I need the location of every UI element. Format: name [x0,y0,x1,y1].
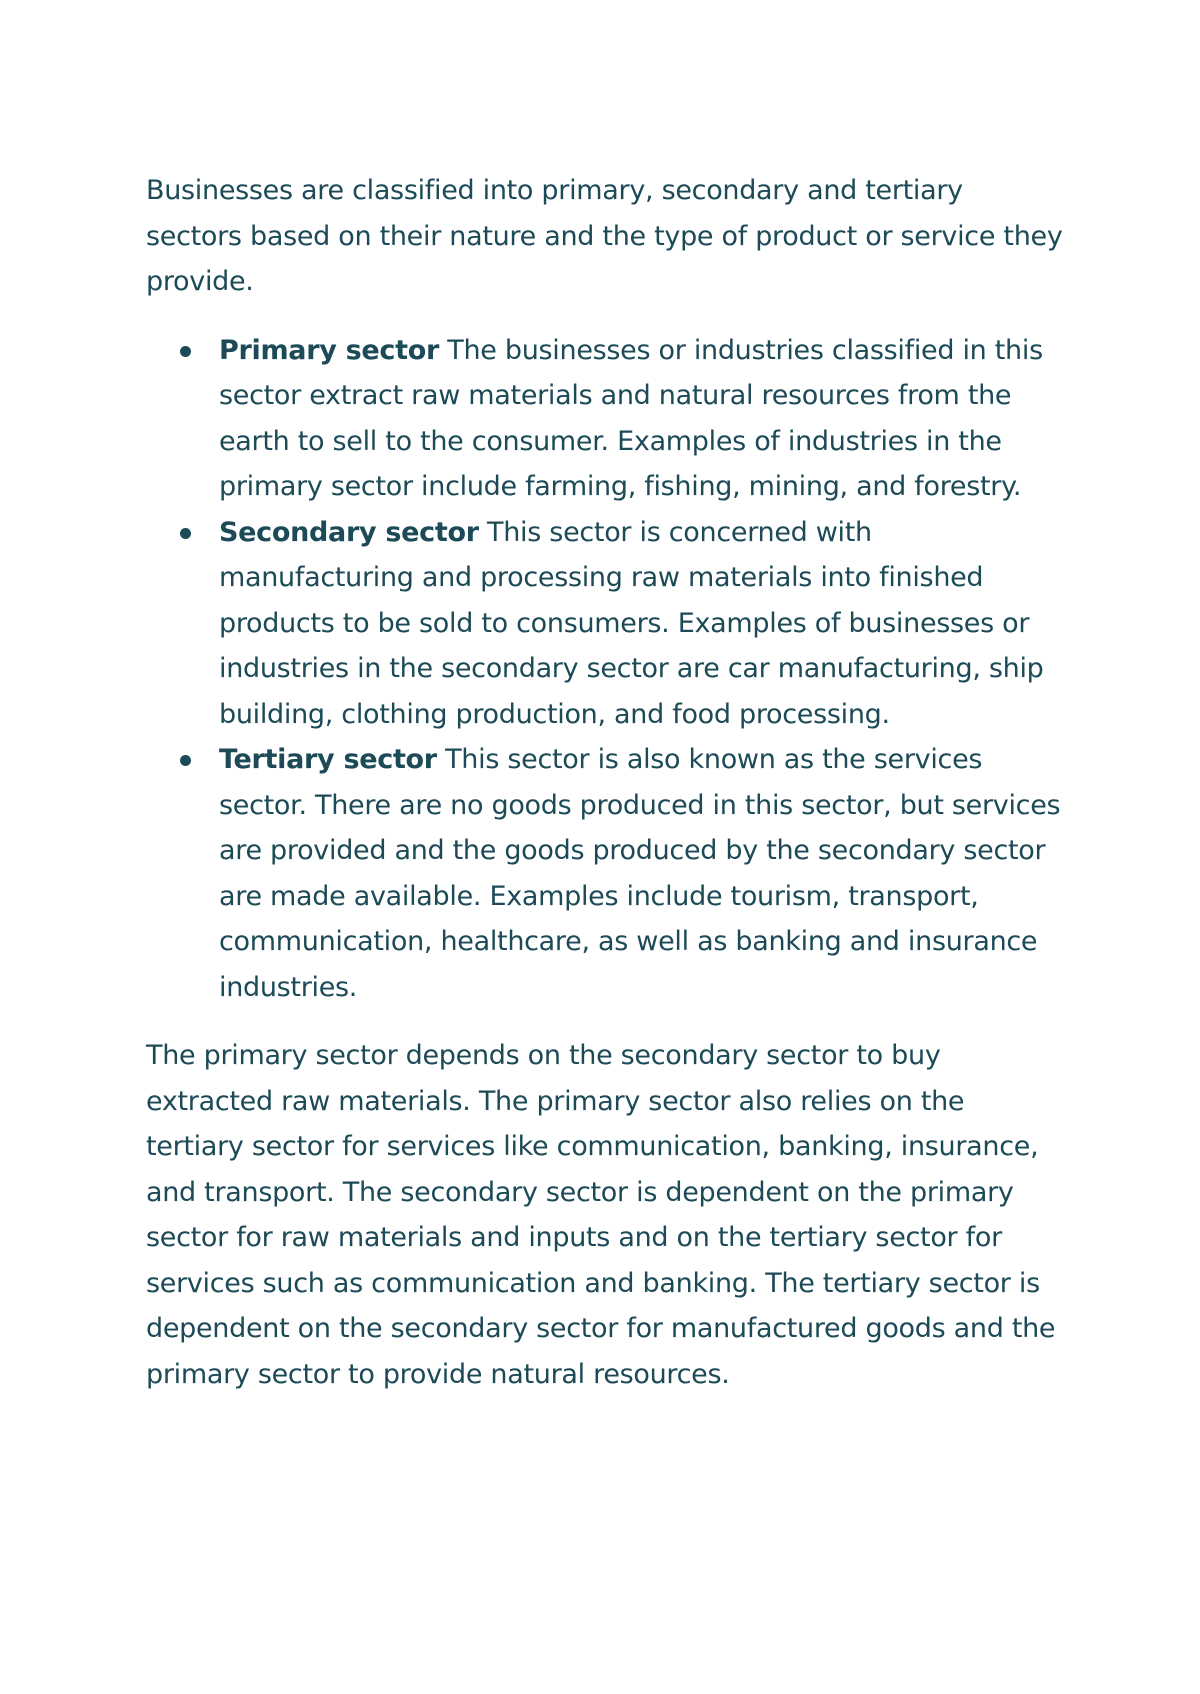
document-body [146,168,1066,1397]
bullet-icon [180,755,191,766]
bullet-icon [180,528,191,539]
list-item-primary-sector [219,328,1066,510]
list-item-secondary-sector [219,510,1066,738]
secondary-sector-description: This sector is concerned with manufacturing and processing raw materials into finished products to be sold to consumers. Examples of businesses or industries in the secondary sector are car manufacturing, ship building, clothing production, and food processing. [219,516,1044,730]
conclusion-paragraph: The primary sector depends on the secondary sector to buy extracted raw materials. The primary sector also relies on the tertiary sector for services like communication, banking, insurance, and transport. The secondary sector is dependent on the primary sector for raw materials and inputs and on the tertiary sector for services such as communication and banking. The tertiary sector is dependent on the secondary sector for manufactured goods and the primary sector to provide natural resources. [146,1040,1056,1390]
primary-sector-term: Primary sector [219,334,439,366]
tertiary-sector-term: Tertiary sector [219,744,437,775]
primary-sector-description: The businesses or industries classified in this sector extract raw materials and natural resources from the earth to sell to the consumer. Examples of industries in the primary sector include farming, fishing, mining, and forestry. [219,334,1043,502]
secondary-sector-term: Secondary sector [219,516,479,548]
bullet-icon [180,346,191,357]
intro-paragraph: Businesses are classified into primary, secondary and tertiary sectors based on their nature and the type of product or service they provide. [146,175,1063,297]
sector-list [146,328,1066,1011]
list-item-tertiary-sector [219,737,1066,1010]
tertiary-sector-description: This sector is also known as the services sector. There are no goods produced in this sector, but services are provided and the goods produced by the secondary sector are made available. Examples include tourism, transport, communication, healthcare, as well as banking and insurance industries. [219,744,1061,1003]
